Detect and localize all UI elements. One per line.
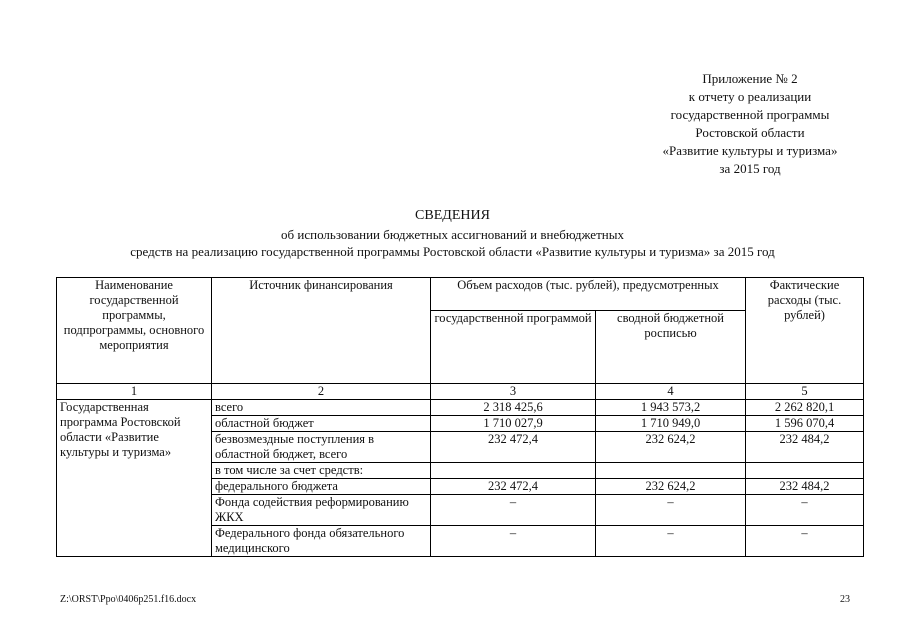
header-planned-budget: сводной бюджетной росписью [596,311,746,384]
source-cell: всего [212,400,431,416]
actual-value: 2 262 820,1 [746,400,864,416]
header-planned: Объем расходов (тыс. рублей), предусмотренных [431,278,746,311]
document-title: СВЕДЕНИЯ [415,208,490,223]
program-value: 232 472,4 [431,479,596,495]
budget-value: 1 710 949,0 [596,416,746,432]
appendix-line: к отчету о реализации [688,89,812,104]
actual-value [746,463,864,479]
subtitle-line: средств на реализацию государственной программы Ростовской области «Развитие культуры и туризма» за 2015 год [130,244,775,259]
program-value: 232 472,4 [431,432,596,463]
column-number: 3 [431,384,596,400]
header-planned-program: государственной программой [431,311,596,384]
budget-value: 232 624,2 [596,479,746,495]
source-cell: безвозмездные поступления в областной бюджет, всего [212,432,431,463]
actual-value: 232 484,2 [746,432,864,463]
table-row [57,400,864,416]
page-number: 23 [840,594,850,605]
column-number: 4 [596,384,746,400]
source-cell: Фонда содействия реформированию ЖКХ [212,495,431,526]
header-actual: Фактические расходы (тыс. рублей) [746,278,864,384]
source-cell: Федерального фонда обязательного медицинского [212,526,431,557]
document-subtitle [40,226,865,260]
header-source: Источник финансирования [212,278,431,384]
expenditure-table [56,277,864,557]
program-value: – [431,526,596,557]
appendix-block [600,70,900,178]
budget-value: 1 943 573,2 [596,400,746,416]
source-cell: в том числе за счет средств: [212,463,431,479]
program-value: 1 710 027,9 [431,416,596,432]
header-name: Наименование государственной программы, подпрограммы, основного мероприятия [57,278,212,384]
column-number: 5 [746,384,864,400]
actual-value: 232 484,2 [746,479,864,495]
program-name: Государственная программа Ростовской области «Развитие культуры и туризма» [57,400,212,557]
appendix-line: Ростовской области [695,125,805,140]
appendix-line: Приложение № 2 [702,71,798,86]
program-value: – [431,495,596,526]
budget-value: 232 624,2 [596,432,746,463]
appendix-line: государственной программы [670,107,830,122]
source-cell: федерального бюджета [212,479,431,495]
program-value: 2 318 425,6 [431,400,596,416]
subtitle-line: об использовании бюджетных ассигнований и внебюджетных [281,227,624,242]
appendix-line: за 2015 год [719,161,781,176]
budget-value: – [596,526,746,557]
appendix-line: «Развитие культуры и туризма» [662,143,838,158]
actual-value: – [746,495,864,526]
budget-value [596,463,746,479]
budget-value: – [596,495,746,526]
program-value [431,463,596,479]
actual-value: 1 596 070,4 [746,416,864,432]
column-number: 1 [57,384,212,400]
column-number: 2 [212,384,431,400]
source-cell: областной бюджет [212,416,431,432]
actual-value: – [746,526,864,557]
footer-file-path: Z:\ORST\Ppo\0406p251.f16.docx [60,594,197,605]
